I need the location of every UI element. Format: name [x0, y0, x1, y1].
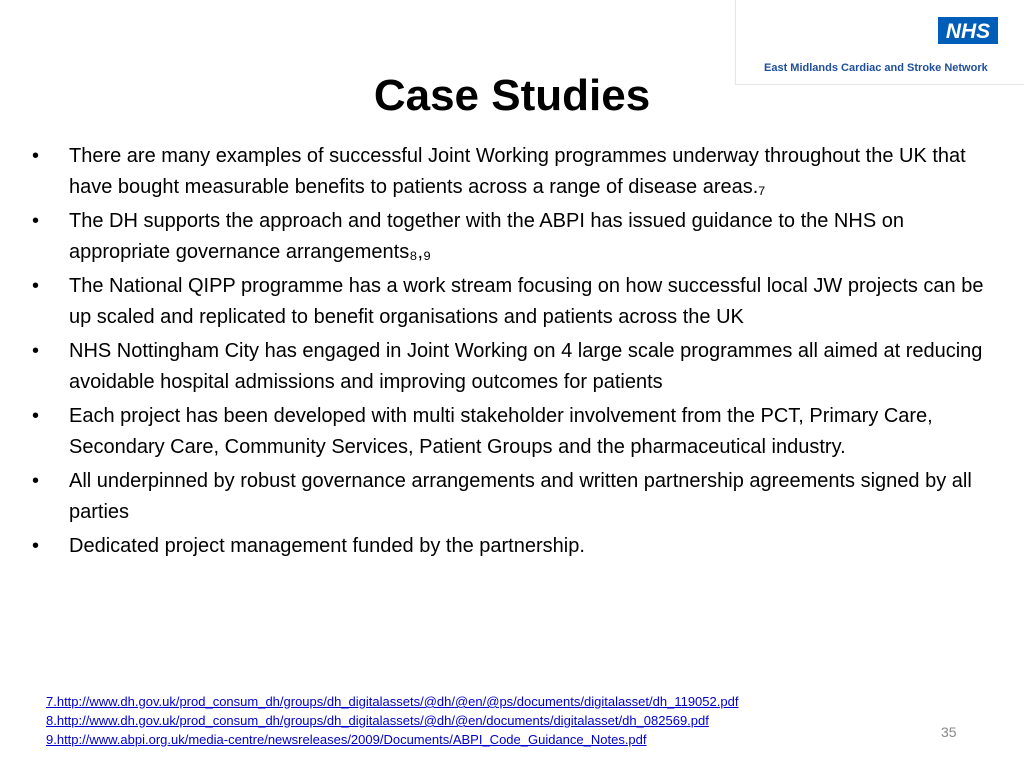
bullet-item [32, 141, 992, 203]
bullet-item [32, 401, 992, 463]
bullet-icon: • [32, 405, 40, 427]
bullet-text: All underpinned by robust governance arrangements and written partnership agreements signed by all parties [69, 470, 972, 523]
bullet-icon: • [32, 535, 40, 557]
bullet-icon: • [32, 275, 40, 297]
bullet-item [32, 336, 992, 398]
page-number: 35 [941, 724, 957, 740]
nhs-logo-icon [938, 17, 998, 44]
bullet-icon: • [32, 145, 40, 167]
reference-list [46, 692, 738, 749]
bullet-item [32, 466, 992, 528]
bullet-list [32, 141, 992, 565]
bullet-item [32, 531, 992, 562]
bullet-text: Each project has been developed with multi stakeholder involvement from the PCT, Primary Care, Secondary Care, Community Services, Patient Groups and the pharmaceutical industry. [69, 405, 933, 458]
bullet-icon: • [32, 340, 40, 362]
nhs-network-logo [735, 0, 1024, 85]
bullet-text: The DH supports the approach and together with the ABPI has issued guidance to the NHS on appropriate governance arrangements₈,₉ [69, 210, 904, 263]
bullet-text: Dedicated project management funded by the partnership. [69, 535, 585, 557]
reference-link-7[interactable]: 7.http://www.dh.gov.uk/prod_consum_dh/groups/dh_digitalassets/@dh/@en/@ps/documents/digitalasset/dh_119052.pdf [46, 694, 739, 709]
bullet-text: NHS Nottingham City has engaged in Joint Working on 4 large scale programmes all aimed at reducing avoidable hospital admissions and improving outcomes for patients [69, 340, 983, 393]
reference-link-8[interactable]: 8.http://www.dh.gov.uk/prod_consum_dh/groups/dh_digitalassets/@dh/@en/documents/digitalasset/dh_082569.pdf [46, 713, 709, 728]
bullet-icon: • [32, 470, 40, 492]
bullet-item [32, 271, 992, 333]
nhs-logo-text: NHS [945, 20, 991, 43]
reference-link-9[interactable]: 9.http://www.abpi.org.uk/media-centre/newsreleases/2009/Documents/ABPI_Code_Guidance_Notes.pdf [46, 732, 647, 747]
bullet-text: There are many examples of successful Joint Working programmes underway throughout the UK that have bought measurable benefits to patients across a range of disease areas.₇ [69, 145, 966, 198]
bullet-item [32, 206, 992, 268]
bullet-icon: • [32, 210, 40, 232]
bullet-text: The National QIPP programme has a work stream focusing on how successful local JW projects can be up scaled and replicated to benefit organisations and patients across the UK [69, 275, 984, 328]
slide-title: Case Studies [373, 71, 651, 120]
organisation-name: East Midlands Cardiac and Stroke Network [764, 62, 988, 74]
